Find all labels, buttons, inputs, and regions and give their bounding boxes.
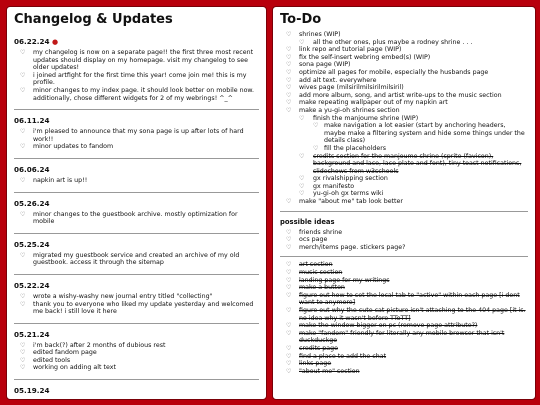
- done-item: ♡ figure out why the cute cat picture isn't attaching to the 404 page [it is. no idea why it wasn't before TToTT]: [286, 307, 526, 322]
- entry-date: 06.06.24: [14, 164, 50, 174]
- heart-icon: ♡: [20, 300, 26, 308]
- heart-icon: ♡: [20, 251, 26, 259]
- todo-item: ♡ link repo and tutorial page (WIP): [286, 46, 402, 54]
- heart-icon: ♡: [299, 38, 305, 46]
- divider: [280, 211, 528, 212]
- heart-icon: ♡: [286, 360, 292, 368]
- heart-icon: ♡: [286, 84, 292, 92]
- heart-icon: ♡: [286, 352, 292, 360]
- changelog-scroll[interactable]: [7, 31, 266, 399]
- heart-icon: ♡: [286, 46, 292, 54]
- heart-icon: ♡: [286, 106, 292, 114]
- heart-icon: ♡: [20, 86, 26, 94]
- todo-item: ♡ make repeating wallpaper out of my napkin art: [286, 99, 448, 107]
- todo-item: ♡ sona page (WIP): [286, 61, 351, 69]
- entry-1: [14, 116, 259, 159]
- heart-icon: ♡: [20, 176, 26, 184]
- idea-item: ♡ friends shrine: [286, 228, 343, 236]
- todo-item: ♡ make navigation a lot easier (start by anchoring headers, maybe make a filtering system and hide some things under the details class): [313, 122, 525, 145]
- list-item: ♡ edited tools: [20, 356, 71, 364]
- heart-icon: ♡: [20, 128, 26, 136]
- entry-5: [14, 281, 259, 324]
- heart-icon: ♡: [286, 284, 292, 292]
- entry-date: 05.19.24: [14, 386, 50, 396]
- heart-icon: ♡: [286, 269, 292, 277]
- done-item: ♡ "about me" section: [286, 367, 360, 375]
- done-item: ♡ credits page: [286, 344, 339, 352]
- todo-item: ♡ finish the manjoume shrine (WIP): [299, 114, 419, 122]
- heart-icon: ♡: [20, 143, 26, 151]
- heart-icon: ♡: [286, 367, 292, 375]
- idea-item: ♡ ocs page: [286, 236, 328, 244]
- heart-icon: ♡: [286, 99, 292, 107]
- list-item: ♡ edited fandom page: [20, 349, 97, 357]
- entry-7: [14, 386, 259, 395]
- heart-icon: ♡: [299, 190, 305, 198]
- heart-icon: ♡: [286, 68, 292, 76]
- heart-icon: ♡: [286, 329, 292, 337]
- heart-icon: ♡: [286, 307, 292, 314]
- done-item: ♡ find a place to add the chat: [286, 352, 387, 360]
- sticker-icon: ●: [51, 38, 59, 46]
- entry-2: [14, 165, 259, 193]
- heart-icon: ♡: [20, 210, 26, 218]
- heart-icon: ♡: [286, 291, 292, 299]
- list-item: ♡ wrote a wishy-washy new journal entry titled "collecting": [20, 292, 213, 300]
- todo-scroll[interactable]: [273, 31, 535, 399]
- todo-item: ♡ all the other ones, plus maybe a rodney shrine . . .: [299, 38, 473, 46]
- heart-icon: ♡: [299, 114, 305, 122]
- heart-icon: ♡: [20, 71, 26, 79]
- todo-item: ♡ credits section for the manjoume shrine (sprite (favicon), background and lace, lace plate and font), tiny toast notifications, slideshows from w3schools: [299, 152, 522, 175]
- divider: [14, 379, 259, 380]
- done-item: ♡ landing page for my writings: [286, 276, 390, 284]
- heart-icon: ♡: [20, 356, 26, 364]
- todo-list: [280, 31, 528, 206]
- heart-icon: ♡: [286, 76, 292, 84]
- todo-panel[interactable]: [272, 6, 536, 400]
- done-item: ♡ music section: [286, 269, 343, 277]
- entry-date: 05.21.24: [14, 329, 50, 339]
- heart-icon: ♡: [286, 91, 292, 99]
- entry-date: 06.22.24: [14, 37, 50, 46]
- entry-date: 05.22.24: [14, 280, 50, 290]
- heart-icon: ♡: [286, 53, 292, 61]
- todo-item: ♡ gx rivalshipping section: [299, 175, 388, 183]
- todo-item: ♡ gx manifesto: [299, 182, 355, 190]
- done-item: ♡ make a button: [286, 284, 345, 292]
- done-item: ♡ figure out how to set the local tab to "active" within each page [i dont want to anymore]: [286, 291, 520, 307]
- heart-icon: ♡: [313, 144, 319, 152]
- divider: [14, 274, 259, 275]
- todo-item: ♡ yu-gi-oh gx terms wiki: [299, 190, 384, 198]
- divider: [14, 109, 259, 110]
- heart-icon: ♡: [286, 198, 292, 206]
- heart-icon: ♡: [286, 61, 292, 69]
- idea-item: ♡ merch/items page. stickers page?: [286, 243, 406, 251]
- divider: [14, 158, 259, 159]
- done-item: ♡ make "fandom" friendly for literally any mobile browser that isn't duckduckgo: [286, 329, 505, 345]
- divider: [14, 323, 259, 324]
- entry-date: 05.25.24: [14, 239, 50, 249]
- divider: [14, 192, 259, 193]
- list-item: ♡ i joined artfight for the first time this year! come join me! this is my profile.: [20, 71, 247, 87]
- heart-icon: ♡: [286, 243, 292, 251]
- heart-icon: ♡: [20, 292, 26, 300]
- done-item: ♡ links page: [286, 360, 332, 368]
- heart-icon: ♡: [20, 364, 26, 372]
- changelog-title: Changelog & Updates: [14, 12, 173, 27]
- entry-4: [14, 240, 259, 275]
- heart-icon: ♡: [286, 261, 292, 269]
- list-item: ♡ minor changes to my index page. it should look better on mobile now. additionally, chose different widgets for 2 of my webrings! ^_^: [20, 86, 254, 102]
- list-item: ♡ i'm back(?) after 2 months of dubious rest: [20, 341, 166, 349]
- entry-date: 05.26.24: [14, 198, 50, 208]
- heart-icon: ♡: [286, 31, 292, 38]
- done-item: ♡ make the window bigger on pc (remove page attribute?): [286, 322, 478, 330]
- list-item: ♡ minor changes to the guestbook archive. mostly optimization for mobile: [20, 210, 238, 226]
- todo-item: ♡ add alt text. everywhere: [286, 76, 377, 84]
- todo-item: ♡ shrines (WIP): [286, 31, 341, 38]
- divider: [14, 233, 259, 234]
- done-list: [280, 261, 528, 375]
- heart-icon: ♡: [20, 349, 26, 357]
- entry-6: [14, 330, 259, 380]
- todo-item: ♡ add more album, song, and artist write-ups to the music section: [286, 91, 502, 99]
- entry-3: [14, 199, 259, 234]
- done-item: ♡ art section: [286, 261, 333, 269]
- heart-icon: ♡: [286, 344, 292, 352]
- heart-icon: ♡: [20, 341, 26, 349]
- list-item: ♡ i'm pleased to announce that my sona page is up after lots of hard work!!: [20, 128, 244, 143]
- heart-icon: ♡: [286, 276, 292, 284]
- heart-icon: ♡: [20, 49, 26, 56]
- possible-ideas-heading: possible ideas: [280, 217, 335, 226]
- todo-item: ♡ fill the placeholders: [313, 144, 387, 152]
- list-item: ♡ migrated my guestbook service and created an archive of my old guestbook. access it through the sitemap: [20, 251, 240, 267]
- heart-icon: ♡: [286, 322, 292, 330]
- todo-item: ♡ make "about me" tab look better: [286, 198, 403, 206]
- heart-icon: ♡: [286, 228, 292, 236]
- heart-icon: ♡: [299, 175, 305, 183]
- list-item: ♡ my changelog is now on a separate page!! the first three most recent updates should display on my homepage. visit my changelog to see older updates!: [20, 49, 254, 72]
- heart-icon: ♡: [313, 122, 319, 130]
- todo-item: ♡ fix the self-insert webring embed(s) (WIP): [286, 53, 431, 61]
- todo-item: ♡ wives page (milsirilmilsirilmilsiril): [286, 84, 404, 92]
- heart-icon: ♡: [286, 236, 292, 244]
- todo-item: ♡ make a yu-gi-oh shrines section: [286, 106, 400, 114]
- changelog-panel[interactable]: [6, 6, 267, 400]
- list-item: ♡ napkin art is up!!: [20, 176, 88, 184]
- divider: [280, 256, 528, 257]
- list-item: ♡ working on adding alt text: [20, 364, 116, 372]
- todo-item: ♡ optimize all pages for mobile, especially the husbands page: [286, 68, 489, 76]
- heart-icon: ♡: [299, 152, 305, 160]
- list-item: ♡ minor updates to fandom: [20, 143, 114, 151]
- entry-date: 06.11.24: [14, 116, 50, 126]
- heart-icon: ♡: [299, 182, 305, 190]
- todo-title: To-Do: [280, 12, 322, 27]
- entry-0: [14, 37, 259, 110]
- list-item: ♡ thank you to everyone who liked my update yesterday and welcomed me back! i still love it here: [20, 300, 254, 316]
- possible-list: [280, 229, 528, 252]
